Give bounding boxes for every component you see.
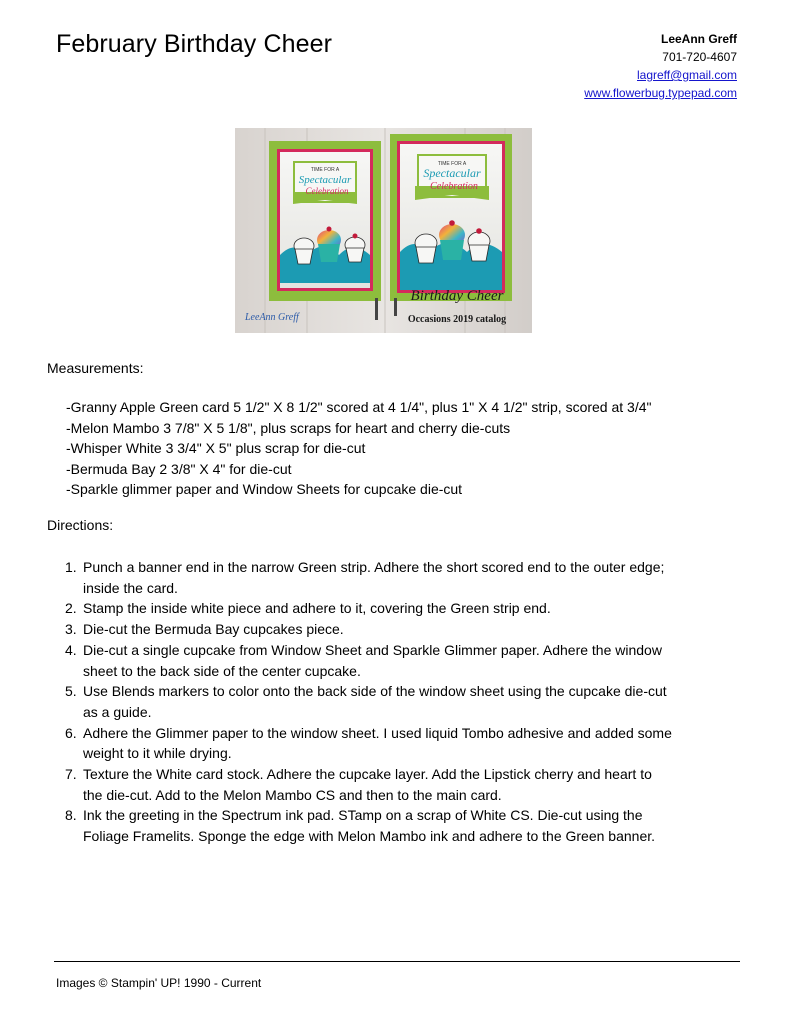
step-number: 6. <box>65 724 77 741</box>
photographer-signature: LeeAnn Greff <box>245 312 299 323</box>
step-line: Adhere the Glimmer paper to the window sheet. I used liquid Tombo adhesive and added some <box>83 724 672 741</box>
left-card-greeting-small: TIME FOR A <box>310 167 340 173</box>
measurements-heading: Measurements: <box>47 360 144 376</box>
direction-step <box>65 557 745 598</box>
step-line: Stamp the inside white piece and adhere to it, covering the Green strip end. <box>83 600 551 617</box>
step-number: 1. <box>65 559 77 575</box>
step-number: 8. <box>65 807 77 824</box>
direction-step <box>65 598 745 619</box>
step-line: sheet to the back side of the center cupcake. <box>83 662 361 679</box>
easel-stand-left <box>375 298 378 320</box>
measurement-item: -Melon Mambo 3 7/8" X 5 1/8", plus scraps for heart and cherry die-cuts <box>66 419 511 436</box>
contact-phone: 701-720-4607 <box>662 50 737 64</box>
step-number: 5. <box>65 683 77 700</box>
page-title: February Birthday Cheer <box>56 30 333 58</box>
contact-block <box>584 30 737 102</box>
measurements-list <box>66 397 651 500</box>
step-line: the die-cut. Add to the Melon Mambo CS and then to the main card. <box>83 786 502 803</box>
step-line: Foliage Framelits. Sponge the edge with Melon Mambo ink and adhere to the Green banner. <box>83 828 656 845</box>
direction-step <box>65 723 745 764</box>
direction-step <box>65 764 745 805</box>
card-photo <box>235 128 532 333</box>
measurement-item: -Whisper White 3 3/4" X 5" plus scrap for die-cut <box>66 440 366 456</box>
step-line: as a guide. <box>83 703 152 720</box>
step-line: Texture the White card stock. Adhere the cupcake layer. Add the Lipstick cherry and heart to <box>83 766 652 783</box>
step-line: inside the card. <box>83 579 178 596</box>
right-card-greeting-main: Spectacular <box>423 166 481 180</box>
step-line: Use Blends markers to color onto the back side of the window sheet using the cupcake die-cut <box>83 683 667 700</box>
easel-stand-right <box>394 298 397 316</box>
directions-list <box>65 557 745 847</box>
right-card <box>390 134 512 301</box>
step-number: 3. <box>65 621 77 638</box>
step-number: 7. <box>65 766 77 783</box>
measurement-item: -Sparkle glimmer paper and Window Sheets for cupcake die-cut <box>66 481 463 497</box>
step-line: Punch a banner end in the narrow Green strip. Adhere the short scored end to the outer edge; <box>83 559 665 575</box>
step-number: 2. <box>65 600 77 617</box>
step-number: 4. <box>65 641 77 658</box>
footer-copyright: Images © Stampin' UP! 1990 - Current <box>56 976 262 990</box>
step-line: weight to it while drying. <box>83 745 232 762</box>
right-card-greeting-small: TIME FOR A <box>437 161 467 167</box>
left-card-greeting-main: Spectacular <box>298 174 352 186</box>
contact-website-link[interactable]: www.flowerbug.typepad.com <box>584 86 737 100</box>
left-card-cupcake-1 <box>294 238 314 264</box>
measurement-item: -Granny Apple Green card 5 1/2" X 8 1/2" scored at 4 1/4", plus 1" X 4 1/2" strip, scored at 3/4" <box>66 399 652 415</box>
direction-step <box>65 640 745 681</box>
step-line: Ink the greeting in the Spectrum ink pad. STamp on a scrap of White CS. Die-cut using the <box>83 807 643 824</box>
measurement-item: -Bermuda Bay 2 3/8" X 4" for die-cut <box>66 460 292 477</box>
direction-step <box>65 805 745 846</box>
overlay-title: Birthday Cheer <box>410 288 504 304</box>
left-card-greeting-sub: Celebration <box>305 186 349 196</box>
contact-email-link[interactable]: lagreff@gmail.com <box>637 68 737 82</box>
right-card-cupcake-1 <box>415 234 437 263</box>
direction-step <box>65 681 745 722</box>
left-card <box>269 141 381 301</box>
right-card-greeting-sub: Celebration <box>430 181 478 192</box>
step-line: Die-cut a single cupcake from Window Sheet and Sparkle Glimmer paper. Adhere the window <box>83 641 662 658</box>
contact-name: LeeAnn Greff <box>660 32 737 46</box>
step-line: Die-cut the Bermuda Bay cupcakes piece. <box>83 621 344 638</box>
direction-step <box>65 619 745 640</box>
directions-heading: Directions: <box>47 517 114 533</box>
overlay-subtitle: Occasions 2019 catalog <box>407 314 507 325</box>
footer-divider <box>54 961 740 962</box>
